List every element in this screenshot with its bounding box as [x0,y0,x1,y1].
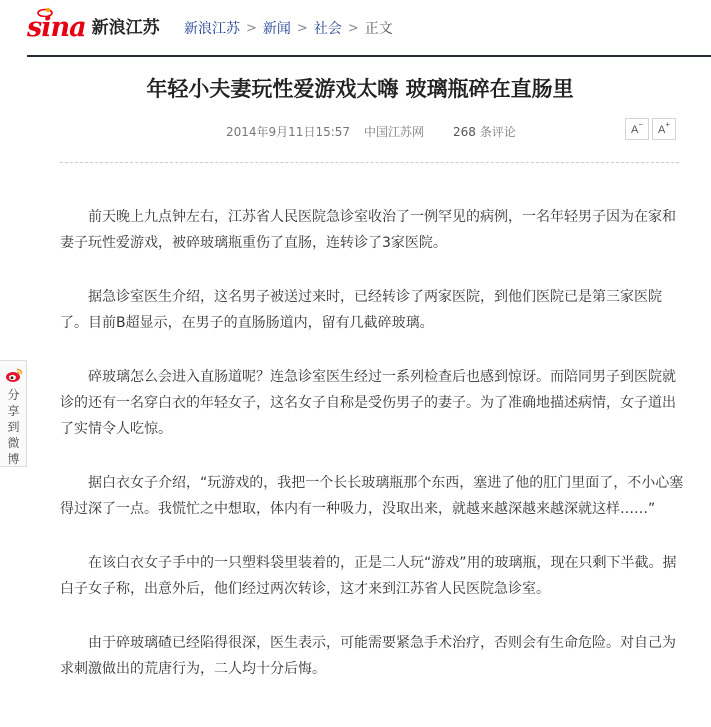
article-paragraph: 前天晚上九点钟左右，江苏省人民医院急诊室收治了一例罕见的病例，一名年轻男子因为在家和妻子玩性爱游戏，被碎玻璃瓶重伤了直肠，连转诊了3家医院。 [60,209,676,251]
publish-date: 2014年9月11日15:57 [226,125,351,139]
breadcrumb-home-link[interactable]: 新浪江苏 [184,21,240,37]
sina-logo[interactable] [27,10,160,46]
breadcrumb-society-link[interactable]: 社会 [313,21,342,37]
site-header [0,0,711,56]
font-smaller-label: A [630,124,639,136]
font-larger-button[interactable] [652,118,676,140]
comment-count: 268 [453,125,476,139]
comment-label: 条评论 [479,125,516,139]
breadcrumb-news-link[interactable]: 新闻 [262,21,291,37]
font-larger-label: A [657,124,666,136]
font-smaller-button[interactable] [625,118,649,140]
sina-eye-icon [37,7,53,17]
article-source-link[interactable]: 中国江苏网 [364,125,425,139]
article-paragraph: 据急诊室医生介绍，这名男子被送过来时，已经转诊了两家医院，到他们医院已是第三家医院了。目前B超显示，在男子的直肠肠道内，留有几截碎玻璃。 [60,289,662,331]
breadcrumb-current: 正文 [364,21,393,37]
logo-brand-text: sina [27,12,86,43]
share-label: 分享到微博 [7,388,20,466]
article-meta [0,124,711,140]
minus-icon: − [638,120,643,129]
header-divider [27,55,711,57]
logo-site-name: 新浪江苏 [91,18,160,38]
breadcrumb [184,19,393,39]
logo-brand-mark [27,13,86,43]
comment-link[interactable] [453,124,516,140]
article-body [60,204,684,710]
share-to-weibo-button[interactable] [0,360,27,467]
article-paragraph: 由于碎玻璃碴已经陷得很深，医生表示，可能需要紧急手术治疗，否则会有生命危险。对自己为求刺激做出的荒唐行为，二人均十分后悔。 [60,635,676,677]
breadcrumb-separator: > [246,21,257,36]
meta-divider [60,162,679,163]
article-paragraph: 碎玻璃怎么会进入直肠道呢？连急诊室医生经过一系列检查后也感到惊讶。而陪同男子到医院就诊的还有一名穿白衣的年轻女子，这名女子自称是受伤男子的妻子。为了准确地描述病情，女子道出了实情令人吃惊。 [60,369,676,437]
article-paragraph: 据白衣女子介绍，“玩游戏的，我把一个长长玻璃瓶那个东西，塞进了他的肛门里面了，不小心塞得过深了一点。我慌忙之中想取，体内有一种吸力，没取出来，就越来越深越来越深就这样……” [60,475,684,517]
article-paragraph: 在该白衣女子手中的一只塑料袋里装着的，正是二人玩“游戏”用的玻璃瓶，现在只剩下半截。据白子女子称，出意外后，他们经过两次转诊，这才来到江苏省人民医院急诊室。 [60,555,677,597]
breadcrumb-separator: > [347,21,359,36]
weibo-icon [5,367,23,383]
article-title: 年轻小夫妻玩性爱游戏太嗨 玻璃瓶碎在直肠里 [146,77,574,101]
breadcrumb-separator: > [296,21,308,36]
plus-icon: + [665,120,670,129]
